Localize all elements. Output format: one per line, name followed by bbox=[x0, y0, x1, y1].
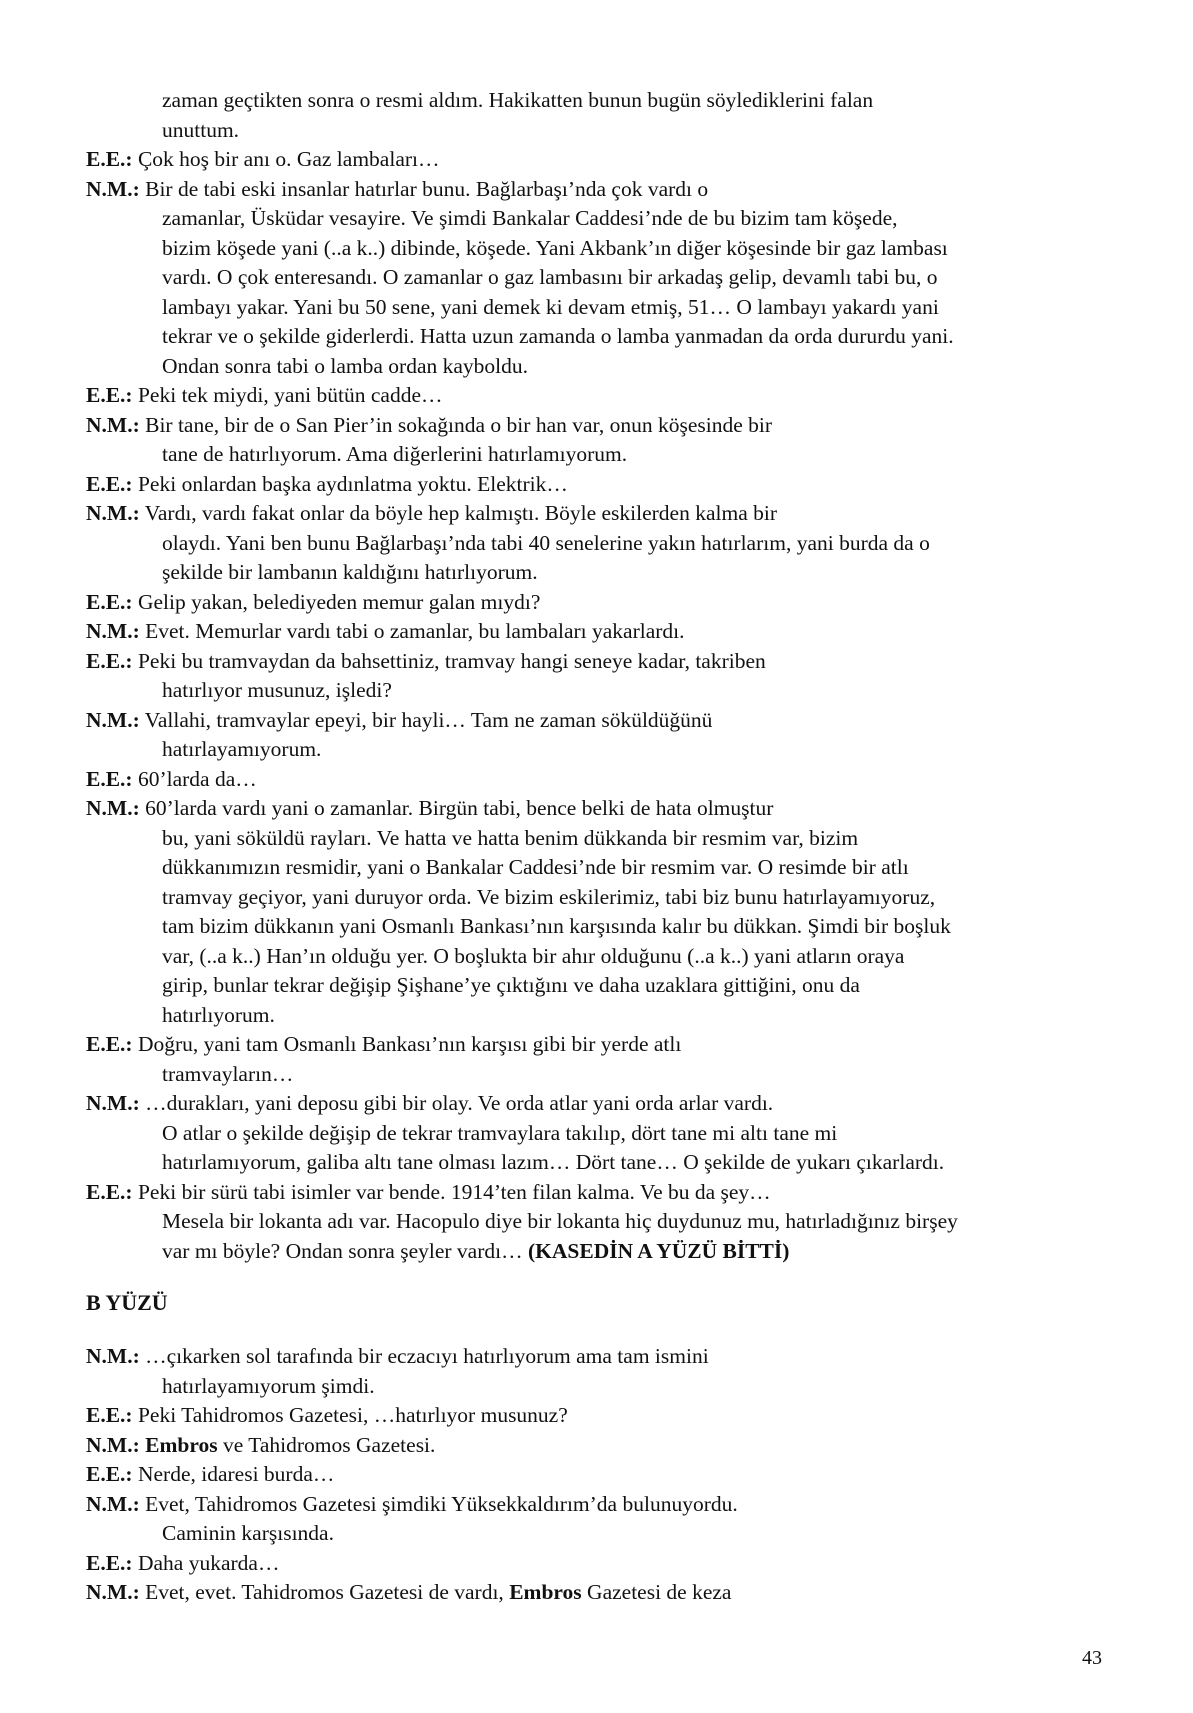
continuation-line: O atlar o şekilde değişip de tekrar tramvaylara takılıp, dört tane mi altı tane mi bbox=[162, 1120, 838, 1145]
turn-text: Peki bu tramvaydan da bahsettiniz, tramvay hangi seneye kadar, takriben bbox=[137, 648, 766, 673]
turn-first-line bbox=[86, 1401, 1116, 1431]
continuation-line: tramvay geçiyor, yani duruyor orda. Ve bizim eskilerimiz, tabi biz bunu hatırlayamıyoruz, bbox=[162, 884, 936, 909]
continuation-line: hatırlıyorum. bbox=[162, 1002, 275, 1027]
dialogue-turn bbox=[86, 1342, 1116, 1401]
speaker-label: E.E.: bbox=[86, 471, 133, 496]
dialogue-turn bbox=[86, 411, 1116, 470]
turn-text: Peki bir sürü tabi isimler var bende. 1914’ten filan kalma. Ve bu da şey… bbox=[137, 1179, 771, 1204]
continuation-line: tramvayların… bbox=[162, 1061, 294, 1086]
turn-text: Çok hoş bir anı o. Gaz lambaları… bbox=[137, 147, 440, 171]
turn-text: Vallahi, tramvaylar epeyi, bir hayli… Tam ne zaman söküldüğünü bbox=[144, 707, 713, 732]
turn-first-line bbox=[86, 1342, 1116, 1372]
continuation-line: bizim köşede yani (..a k..) dibinde, köşede. Yani Akbank’ın diğer köşesinde bir gaz lambası bbox=[162, 235, 948, 260]
dialogue-turn bbox=[86, 381, 1116, 411]
speaker-label: E.E.: bbox=[86, 383, 133, 407]
transcript-body bbox=[86, 86, 1116, 1608]
dialogue-turn bbox=[86, 499, 1116, 588]
turn-text: Gazetesi de keza bbox=[581, 1580, 732, 1604]
dialogue-turn bbox=[86, 1460, 1116, 1490]
speaker-label: N.M.: bbox=[86, 796, 140, 820]
turn-first-line bbox=[86, 617, 1116, 647]
speaker-label: N.M.: bbox=[86, 1091, 140, 1115]
speaker-label: N.M.: bbox=[86, 1580, 140, 1604]
turn-first-line bbox=[86, 647, 1116, 677]
speaker-label: N.M.: bbox=[86, 619, 140, 643]
continuation-line: Ondan sonra tabi o lamba ordan kayboldu. bbox=[162, 353, 529, 378]
continuation-line: lambayı yakar. Yani bu 50 sene, yani demek ki devam etmiş, 51… O lambayı yakardı yani bbox=[162, 294, 939, 319]
continuation-line: hatırlamıyorum, galiba altı tane olması lazım… Dört tane… O şekilde de yukarı çıkarlardı. bbox=[162, 1150, 945, 1174]
turn-text: Peki onlardan başka aydınlatma yoktu. Elektrik… bbox=[137, 471, 568, 496]
speaker-label: N.M.: bbox=[86, 412, 140, 437]
turn-first-line bbox=[86, 765, 1116, 795]
turn-text: Peki Tahidromos Gazetesi, …hatırlıyor musunuz? bbox=[137, 1403, 568, 1427]
turn-text: Doğru, yani tam Osmanlı Bankası’nın karşısı gibi bir yerde atlı bbox=[137, 1032, 682, 1056]
dialogue-turn bbox=[86, 175, 1116, 382]
turn-text: Vardı, vardı fakat onlar da böyle hep kalmıştı. Böyle eskilerden kalma bir bbox=[144, 501, 778, 525]
turn-text: Evet. Memurlar vardı tabi o zamanlar, bu lambaları yakarlardı. bbox=[145, 619, 685, 643]
turn-first-line bbox=[86, 470, 1116, 500]
turn-text: Evet, Tahidromos Gazetesi şimdiki Yüksekkaldırım’da bulunuyordu. bbox=[145, 1491, 738, 1516]
continuation-line: tane de hatırlıyorum. Ama diğerlerini hatırlamıyorum. bbox=[162, 442, 628, 466]
dialogue-turn bbox=[86, 617, 1116, 647]
dialogue-turn bbox=[86, 1089, 1116, 1178]
turn-first-line bbox=[86, 411, 1116, 441]
turn-text: var mı böyle? Ondan sonra şeyler vardı… bbox=[162, 1238, 528, 1263]
continuation-line: zamanlar, Üsküdar vesayire. Ve şimdi Bankalar Caddesi’nde de bu bizim tam köşede, bbox=[162, 206, 898, 230]
turn-text: Evet, evet. Tahidromos Gazetesi de vardı, bbox=[145, 1580, 510, 1604]
turn-first-line bbox=[86, 1089, 1116, 1119]
dialogue-turn bbox=[86, 1490, 1116, 1549]
turn-first-line bbox=[86, 794, 1116, 824]
turn-text: Gelip yakan, belediyeden memur galan mıydı? bbox=[137, 589, 541, 614]
continuation-line: dükkanımızın resmidir, yani o Bankalar Caddesi’nde bir resmim var. O resimde bir atlı bbox=[162, 855, 909, 879]
speaker-label: E.E.: bbox=[86, 1550, 133, 1575]
dialogue-turn bbox=[86, 794, 1116, 1030]
turn-first-line bbox=[86, 1460, 1116, 1490]
speaker-label: E.E.: bbox=[86, 648, 133, 673]
dialogue-turn bbox=[86, 145, 1116, 175]
tape-end-note: (KASEDİN A YÜZÜ BİTTİ) bbox=[527, 1238, 790, 1263]
turn-first-line bbox=[86, 1490, 1116, 1520]
turn-text: 60’larda da… bbox=[137, 766, 257, 791]
turn-first-line bbox=[86, 588, 1116, 618]
turn-text: Peki tek miydi, yani bütün cadde… bbox=[137, 383, 443, 407]
turn-text: Bir tane, bir de o San Pier’in sokağında o bir han var, onun köşesinde bir bbox=[145, 412, 773, 437]
speaker-label: N.M.: bbox=[86, 1344, 140, 1368]
continuation-line: hatırlıyor musunuz, işledi? bbox=[162, 678, 392, 702]
speaker-label: E.E.: bbox=[86, 1179, 133, 1204]
continuation-line: bu, yani söküldü rayları. Ve hatta ve hatta benim dükkanda bir resmim var, bizim bbox=[162, 825, 859, 850]
speaker-label: N.M.: bbox=[86, 1432, 140, 1457]
continuation-line: girip, bunlar tekrar değişip Şişhane’ye çıktığını ve daha uzaklara gittiğini, onu da bbox=[162, 973, 860, 997]
speaker-label: E.E.: bbox=[86, 766, 133, 791]
dialogue-turn bbox=[86, 647, 1116, 706]
speaker-label: N.M.: bbox=[86, 707, 140, 732]
speaker-label: E.E.: bbox=[86, 147, 133, 171]
dialogue-turn bbox=[86, 470, 1116, 500]
turn-first-line bbox=[86, 706, 1116, 736]
continuation-line: şekilde bir lambanın kaldığını hatırlıyorum. bbox=[162, 560, 538, 584]
dialogue-turn bbox=[86, 1431, 1116, 1461]
dialogue-turn bbox=[86, 1178, 1116, 1267]
continuation-line: Caminin karşısında. bbox=[162, 1521, 334, 1545]
dialogue-turn bbox=[86, 706, 1116, 765]
dialogue-turn bbox=[86, 1030, 1116, 1089]
speaker-label: N.M.: bbox=[86, 1491, 140, 1516]
continuation-line bbox=[86, 1237, 1116, 1267]
turn-text: ve Tahidromos Gazetesi. bbox=[217, 1432, 436, 1457]
page-number: 43 bbox=[1082, 1647, 1102, 1669]
section-heading: B YÜZÜ bbox=[86, 1290, 168, 1315]
turn-text: Daha yukarda… bbox=[137, 1550, 280, 1575]
continuation-line: olaydı. Yani ben bunu Bağlarbaşı’nda tabi 40 senelerine yakın hatırlarım, yani burda da o bbox=[162, 530, 930, 555]
turn-text: Nerde, idaresi burda… bbox=[137, 1462, 335, 1486]
speaker-label: E.E.: bbox=[86, 589, 133, 614]
continuation-line: vardı. O çok enteresandı. O zamanlar o gaz lambasını bir arkadaş gelip, devamlı tabi bu, o bbox=[162, 265, 938, 289]
dialogue-turn bbox=[86, 765, 1116, 795]
turn-text: Bir de tabi eski insanlar hatırlar bunu. Bağlarbaşı’nda çok vardı o bbox=[145, 176, 709, 201]
speaker-label: E.E.: bbox=[86, 1403, 133, 1427]
turn-first-line bbox=[86, 145, 1116, 175]
newspaper-name: Embros bbox=[145, 1432, 218, 1457]
turn-first-line bbox=[86, 1030, 1116, 1060]
speaker-label: E.E.: bbox=[86, 1032, 133, 1056]
turn-first-line bbox=[86, 1431, 1116, 1461]
turn-text: …çıkarken sol tarafında bir eczacıyı hatırlıyorum ama tam ismini bbox=[145, 1344, 709, 1368]
newspaper-name: Embros bbox=[509, 1580, 582, 1604]
speaker-label: N.M.: bbox=[86, 176, 140, 201]
turn-first-line bbox=[86, 1578, 1116, 1608]
turn-first-line bbox=[86, 499, 1116, 529]
continuation-line: Mesela bir lokanta adı var. Hacopulo diye bir lokanta hiç duydunuz mu, hatırladığınız birşey bbox=[162, 1209, 958, 1233]
turn-first-line bbox=[86, 381, 1116, 411]
continuation-line: tekrar ve o şekilde giderlerdi. Hatta uzun zamanda o lamba yanmadan da orda dururdu yani. bbox=[162, 324, 954, 348]
speaker-label: N.M.: bbox=[86, 501, 140, 525]
continuation-line: unuttum. bbox=[162, 117, 240, 142]
intro-continuation bbox=[86, 86, 1116, 145]
turn-first-line bbox=[86, 1549, 1116, 1579]
continuation-line: var, (..a k..) Han’ın olduğu yer. O boşlukta bir ahır olduğunu (..a k..) yani atların oraya bbox=[162, 943, 905, 968]
dialogue-turn bbox=[86, 1549, 1116, 1579]
dialogue-turn bbox=[86, 588, 1116, 618]
dialogue-turn bbox=[86, 1578, 1116, 1608]
continuation-line: hatırlayamıyorum. bbox=[162, 737, 322, 761]
turn-text: 60’larda vardı yani o zamanlar. Birgün tabi, bence belki de hata olmuştur bbox=[145, 796, 774, 820]
dialogue-turn bbox=[86, 1401, 1116, 1431]
turn-first-line bbox=[86, 175, 1116, 205]
continuation-line: tam bizim dükkanın yani Osmanlı Bankası’nın karşısında kalır bu dükkan. Şimdi bir boşluk bbox=[162, 914, 951, 938]
continuation-line: zaman geçtikten sonra o resmi aldım. Hakikatten bunun bugün söylediklerini falan bbox=[162, 88, 874, 112]
speaker-label: E.E.: bbox=[86, 1462, 133, 1486]
turn-text: …durakları, yani deposu gibi bir olay. Ve orda atlar yani orda arlar vardı. bbox=[145, 1091, 774, 1115]
turn-first-line bbox=[86, 1178, 1116, 1208]
continuation-line: hatırlayamıyorum şimdi. bbox=[162, 1373, 375, 1398]
